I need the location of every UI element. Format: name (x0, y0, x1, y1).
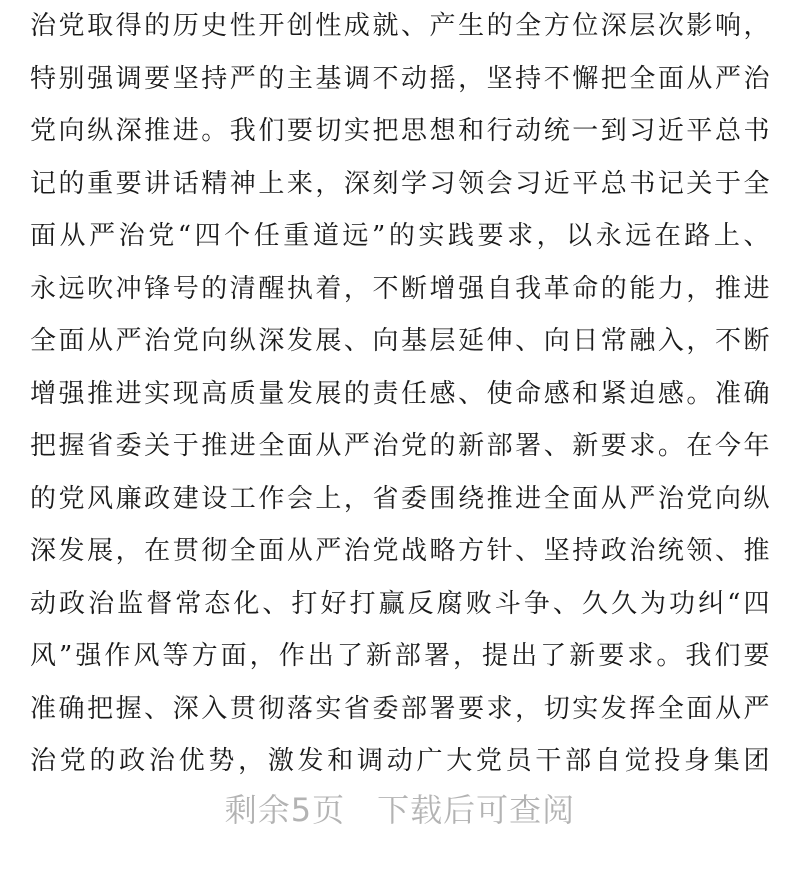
text-line-3: 党向纵深推进。我们要切实把思想和行动统一到习近平总书 (30, 116, 770, 146)
text-line-10: 的党风廉政建设工作会上，省委围绕推进全面从严治党向纵 (30, 483, 770, 514)
text-line-7: 全面从严治党向纵深发展、向基层延伸、向日常融入，不断 (30, 326, 770, 356)
download-prompt[interactable] (0, 785, 800, 831)
remaining-pages-label: 剩余5页 (224, 791, 346, 829)
text-line-8: 增强推进实现高质量发展的责任感、使命感和紧迫感。准确 (30, 378, 770, 409)
text-line-14: 准确把握、深入贯彻落实省委部署要求，切实发挥全面从严 (30, 693, 770, 724)
text-line-12: 动政治监督常态化、打好打赢反腐败斗争、久久为功纠“四 (30, 588, 770, 619)
text-line-6: 永远吹冲锋号的清醒执着，不断增强自我革命的能力，推进 (30, 273, 770, 304)
download-to-view-label[interactable]: 下载后可查阅 (377, 791, 576, 829)
document-body (30, 0, 770, 788)
text-line-1: 治党取得的历史性开创性成就、产生的全方位深层次影响， (30, 11, 770, 41)
text-line-11: 深发展，在贯彻全面从严治党战略方针、坚持政治统领、推 (30, 536, 770, 566)
text-line-5: 面从严治党“四个任重道远”的实践要求，以永远在路上、 (30, 221, 770, 251)
text-line-2: 特别强调要坚持严的主基调不动摇，坚持不懈把全面从严治 (30, 63, 770, 94)
text-line-13: 风”强作风等方面，作出了新部署，提出了新要求。我们要 (30, 641, 770, 671)
text-line-9: 把握省委关于推进全面从严治党的新部署、新要求。在今年 (30, 431, 770, 461)
text-line-15: 治党的政治优势，激发和调动广大党员干部自觉投身集团 (30, 746, 770, 776)
text-line-4: 记的重要讲话精神上来，深刻学习领会习近平总书记关于全 (30, 168, 770, 199)
